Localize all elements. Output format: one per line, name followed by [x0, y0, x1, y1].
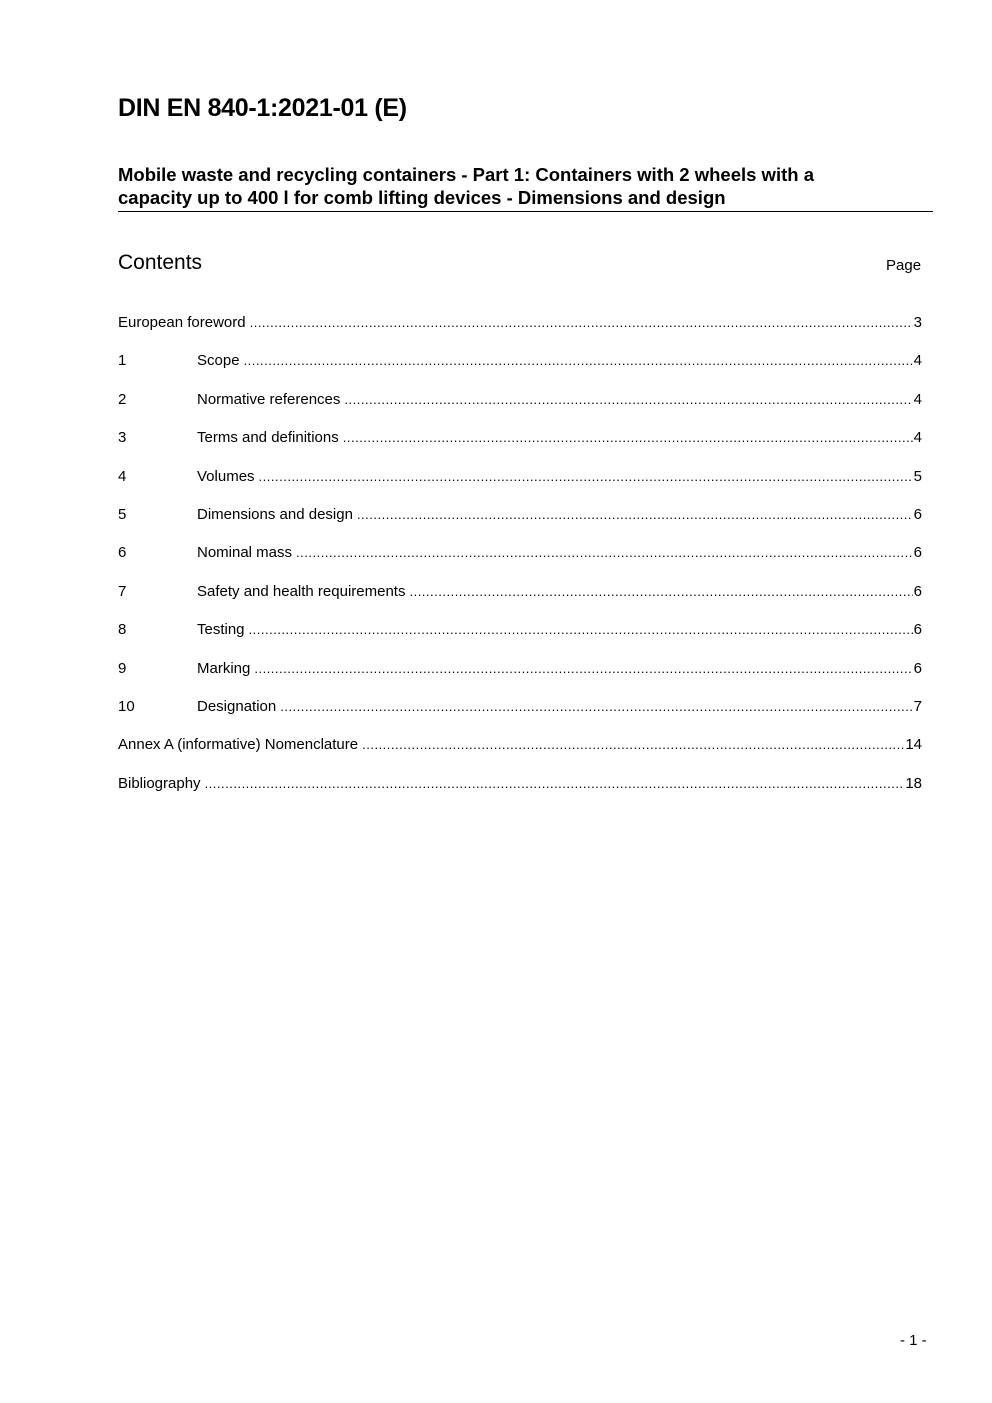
toc-dot-leader	[280, 699, 912, 714]
document-title	[118, 163, 933, 212]
toc-entry-number: 6	[118, 544, 127, 562]
toc-dot-leader	[362, 737, 904, 752]
toc-entry-terms-and-definitions[interactable]	[118, 429, 922, 467]
toc-entry-title: European foreword	[118, 314, 246, 331]
toc-entry-title: Terms and definitions	[197, 429, 339, 447]
toc-entry-title: Designation	[197, 697, 277, 715]
toc-entry-page: 7	[913, 697, 922, 715]
toc-entry-page: 6	[913, 621, 922, 639]
toc-dot-leader	[205, 776, 905, 791]
page-column-heading: Page	[886, 257, 922, 274]
toc-entry-page: 4	[913, 390, 922, 408]
toc-entry-title: Testing	[197, 621, 245, 639]
toc-entry-dimensions-and-design[interactable]	[118, 506, 922, 544]
toc-entry-marking[interactable]	[118, 660, 922, 698]
contents-heading: Contents	[118, 251, 203, 274]
toc-entry-number: 5	[118, 505, 127, 523]
table-of-contents	[118, 314, 922, 813]
toc-entry-testing[interactable]	[118, 621, 922, 659]
toc-entry-volumes[interactable]	[118, 468, 922, 506]
toc-dot-leader	[244, 353, 913, 368]
toc-entry-page: 14	[905, 736, 922, 754]
toc-entry-title: Marking	[197, 659, 251, 677]
toc-entry-title: Nominal mass	[197, 544, 293, 562]
toc-entry-number: 7	[118, 582, 127, 600]
toc-dot-leader	[343, 430, 913, 445]
toc-entry-number: 9	[118, 659, 127, 677]
toc-entry-title: Bibliography	[118, 774, 201, 792]
toc-dot-leader	[357, 507, 913, 522]
toc-entry-designation[interactable]	[118, 698, 922, 736]
toc-entry-title: Annex A (informative) Nomenclature	[118, 736, 359, 754]
toc-dot-leader	[254, 661, 912, 676]
toc-entry-page: 6	[913, 582, 922, 600]
page-number: - 1 -	[900, 1332, 927, 1349]
toc-entry-number: 8	[118, 621, 127, 639]
document-id: DIN EN 840-1:2021-01 (E)	[118, 94, 407, 122]
toc-entry-number: 10	[118, 697, 135, 715]
toc-dot-leader	[344, 392, 912, 407]
toc-entry-number: 3	[118, 429, 127, 447]
toc-dot-leader	[409, 584, 912, 599]
toc-dot-leader	[259, 469, 913, 484]
toc-entry-page: 4	[913, 352, 922, 370]
toc-entry-page: 5	[913, 467, 922, 485]
toc-entry-title: Safety and health requirements	[197, 582, 406, 600]
toc-entry-title: Normative references	[197, 390, 341, 408]
toc-entry-normative-references[interactable]	[118, 391, 922, 429]
toc-dot-leader	[250, 315, 913, 330]
toc-entry-european-foreword[interactable]	[118, 314, 922, 352]
toc-entry-number: 2	[118, 390, 127, 408]
toc-entry-scope[interactable]	[118, 352, 922, 390]
document-title-line-2: capacity up to 400 l for comb lifting devices - Dimensions and design	[118, 187, 726, 208]
toc-entry-number: 4	[118, 467, 127, 485]
toc-dot-leader	[296, 545, 913, 560]
toc-entry-bibliography[interactable]	[118, 775, 922, 813]
toc-entry-title: Dimensions and design	[197, 505, 353, 523]
toc-entry-nominal-mass[interactable]	[118, 544, 922, 582]
toc-entry-number: 1	[118, 352, 127, 370]
toc-entry-page: 6	[913, 505, 922, 523]
toc-entry-safety-and-health-requirements[interactable]	[118, 583, 922, 621]
toc-entry-annex-a[interactable]	[118, 736, 922, 774]
toc-entry-page: 6	[913, 544, 922, 562]
toc-entry-page: 18	[905, 774, 922, 792]
toc-entry-page: 4	[913, 429, 922, 447]
document-title-line-1: Mobile waste and recycling containers - Part 1: Containers with 2 wheels with a	[118, 164, 814, 185]
toc-entry-title: Volumes	[197, 467, 255, 485]
toc-entry-page: 3	[913, 314, 922, 331]
toc-entry-title: Scope	[197, 352, 240, 370]
toc-dot-leader	[249, 622, 913, 637]
toc-entry-page: 6	[913, 659, 922, 677]
